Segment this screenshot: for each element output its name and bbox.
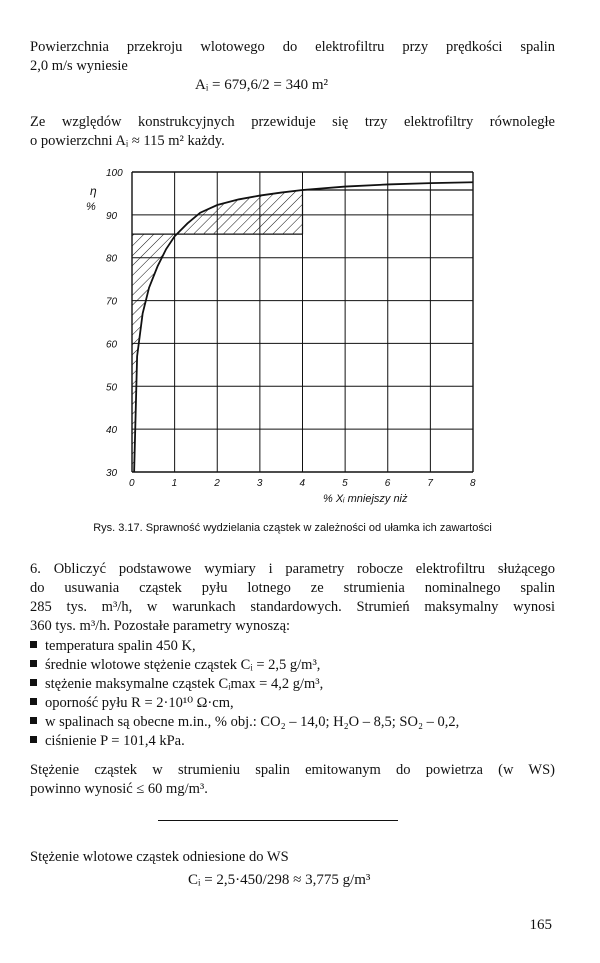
- task-line-5: Stężenie cząstek w strumieniu spalin emitowanym do powietrza (w WS): [30, 762, 555, 778]
- x-tick-label: 7: [427, 478, 433, 489]
- page-number: 165: [529, 917, 552, 933]
- equation-area: Aᵢ = 679,6/2 = 340 m²: [195, 77, 329, 93]
- x-tick-label: 5: [342, 478, 348, 489]
- x-tick-label: 1: [171, 478, 178, 489]
- y-tick-label: 100: [106, 168, 123, 179]
- task-line-1: 6. Obliczyć podstawowe wymiary i parametry robocze elektrofiltru służącego: [30, 561, 555, 577]
- hatched-region-right: [177, 190, 303, 234]
- y-tick-label: 60: [106, 339, 118, 351]
- efficiency-curve: [134, 182, 473, 472]
- list-item: w spalinach są obecne m.in., % obj.: CO₂ – 14,0; H₂O – 8,5; SO₂ – 0,2,: [30, 713, 459, 732]
- list-item: stężenie maksymalne cząstek Cᵢmax = 4,2 g/m³,: [30, 675, 323, 694]
- intro-line-2: 2,0 m/s wyniesie: [30, 58, 128, 74]
- x-tick-label: 8: [470, 478, 476, 489]
- x-tick-label: 0: [129, 478, 135, 489]
- list-item: oporność pyłu R = 2·10¹⁰ Ω·cm,: [30, 694, 234, 713]
- efficiency-chart: [0, 160, 600, 510]
- task-line-3: 285 tys. m³/h, w warunkach standardowych. Strumień maksymalny wynosi: [30, 599, 555, 615]
- y-tick-label: 50: [106, 382, 118, 394]
- y-axis-label-percent: %: [86, 201, 96, 213]
- y-tick-label: 90: [106, 210, 118, 222]
- intro-line-1: Powierzchnia przekroju wlotowego do elektrofiltru przy prędkości spalin: [30, 39, 555, 55]
- list-item: ciśnienie P = 101,4 kPa.: [30, 732, 185, 751]
- x-axis-label: % Xᵢ mniejszy niż: [323, 493, 408, 505]
- y-tick-label: 70: [106, 296, 118, 308]
- divider: [158, 820, 398, 821]
- hatched-region-left: [132, 234, 177, 472]
- y-tick-label: 80: [106, 253, 118, 265]
- y-tick-label: 30: [106, 468, 118, 479]
- y-axis-label-eta: η: [90, 184, 97, 198]
- list-item: temperatura spalin 450 K,: [30, 637, 196, 656]
- intro-line-3: Ze względów konstrukcyjnych przewiduje się trzy elektrofiltry równoległe: [30, 114, 555, 130]
- x-tick-label: 3: [256, 478, 263, 489]
- x-tick-label: 4: [299, 478, 306, 489]
- task-line-2: do usuwania cząstek pyłu lotnego ze strumienia nominalnego spalin: [30, 580, 555, 596]
- task-line-6: powinno wynosić ≤ 60 mg/m³.: [30, 781, 208, 797]
- y-tick-label: 40: [106, 425, 118, 437]
- figure-caption: Rys. 3.17. Sprawność wydzielania cząstek w zależności od ułamka ich zawartości: [93, 522, 492, 534]
- intro-line-4: o powierzchni Aᵢ ≈ 115 m² każdy.: [30, 133, 225, 149]
- task-line-4: 360 tys. m³/h. Pozostałe parametry wynoszą:: [30, 618, 291, 634]
- solution-equation: Cᵢ = 2,5·450/298 ≈ 3,775 g/m³: [188, 872, 371, 888]
- list-item: średnie wlotowe stężenie cząstek Cᵢ = 2,5 g/m³,: [30, 656, 320, 675]
- solution-line-1: Stężenie wlotowe cząstek odniesione do WS: [30, 849, 289, 865]
- x-tick-label: 6: [384, 478, 391, 489]
- x-tick-label: 2: [214, 478, 220, 489]
